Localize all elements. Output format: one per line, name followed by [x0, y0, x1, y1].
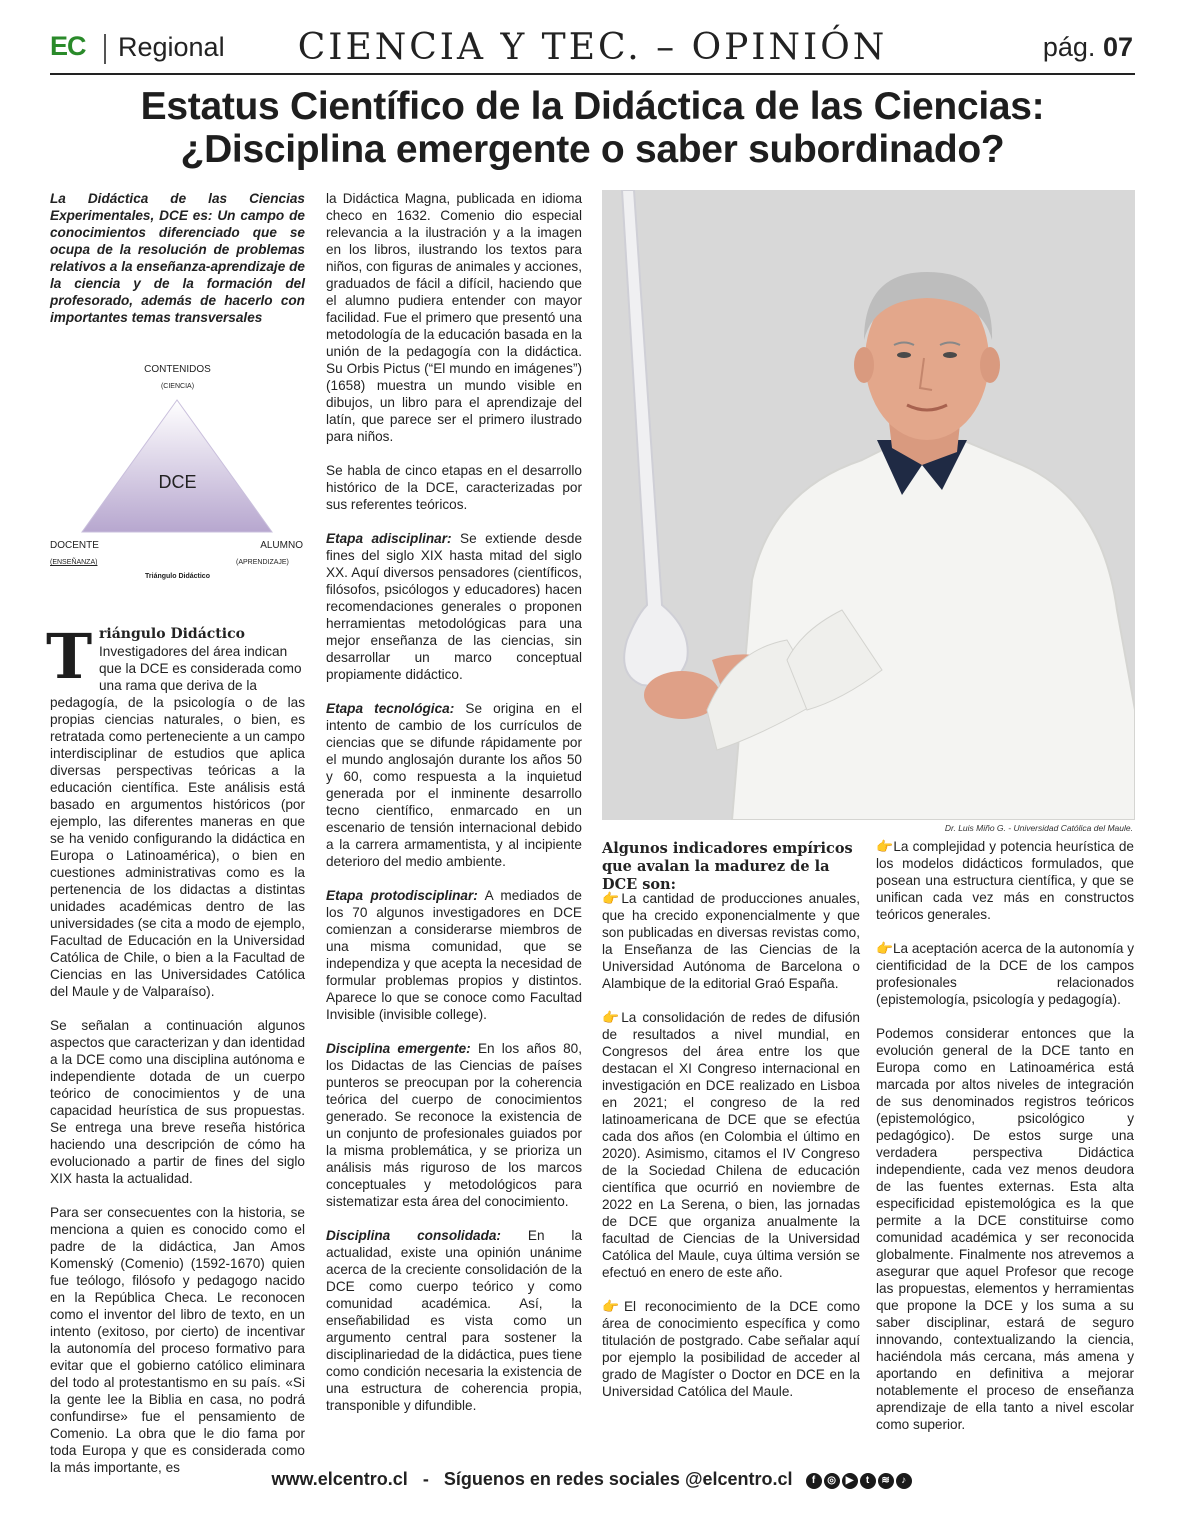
- stage-protodisciplinar-text: A mediados de los 70 algunos investigadores en DCE comienzan a considerarse miembros de una misma comunidad, que se independiza y que acepta la necesidad de formular problemas propios y distintos. Aparece lo que se conoce como Facultad Invisible (invisible college).: [326, 888, 582, 1022]
- page-prefix: pág.: [1042, 32, 1096, 62]
- col4-body: [876, 838, 1134, 1433]
- footer-separator: -: [422, 1469, 429, 1489]
- indicator-2: [602, 1009, 860, 1281]
- stage-consolidada: [326, 1227, 582, 1414]
- page-number: [1043, 32, 1133, 63]
- subhead-triangulo: riángulo Didáctico: [99, 626, 245, 642]
- closing-paragraph: Podemos considerar entonces que la evolución general de la DCE tanto en Europa como en Latinoamérica está marcada por altos niveles de integración de sus denominados registros teóricos (epistemológico, psicológico y pedagógico). De estos surge una verdadera perspectiva Didáctica independiente, cada vez menos deudora de las fuentes externas. Esta alta especificidad epistemológica es la que permite a la DCE constituirse como comunidad académica y ser reconocida globalmente. Finalmente nos atrevemos a asegurar que aquel Profesor que recoge las propuestas, elementos y herramientas que propone la DCE y los suma a su saber disciplinar, estará de seguro innovando, contextualizando la ciencia, haciéndola más cercana, más amena y aportando en definitiva a mejorar notablemente el proceso de enseñanza aprendizaje de ella tanto a nivel escolar como superior.: [876, 1026, 1134, 1432]
- triangle-center-label: DCE: [158, 472, 197, 492]
- pointing-hand-icon: 👉: [602, 1010, 622, 1025]
- footer-url[interactable]: www.elcentro.cl: [271, 1469, 408, 1489]
- page-number-value: 07: [1102, 32, 1133, 62]
- indicator-3: [602, 1298, 860, 1400]
- dropcap: T: [46, 620, 93, 693]
- header-rule: [50, 73, 1135, 75]
- stage-consolidada-lead: Disciplina consolidada:: [326, 1228, 501, 1243]
- facebook-icon[interactable]: f: [806, 1473, 822, 1489]
- triangle-right-label: ALUMNO: [260, 540, 303, 551]
- intro-paragraph: La Didáctica de las Ciencias Experimentales, DCE es: Un campo de conocimientos diferenciado que se ocupa de la resolución de problemas relativos a la enseñanza-aprendizaje de la ciencia y de la formación del profesorado, además de hacerlo con importantes temas transversales: [50, 191, 305, 325]
- col1-indented: [99, 643, 305, 694]
- spotify-icon[interactable]: ≋: [878, 1473, 894, 1489]
- stage-emergente: [326, 1040, 582, 1210]
- footer-follow: Síguenos en redes sociales @elcentro.cl: [443, 1469, 793, 1489]
- triangle-left-label: DOCENTE: [50, 540, 99, 551]
- col1-line-b: que la DCE es considerada como: [99, 661, 302, 676]
- portrait-illustration: [602, 190, 1135, 820]
- pointing-hand-icon: 👉: [876, 941, 893, 956]
- pointing-hand-icon: 👉: [602, 1299, 624, 1314]
- youtube-icon[interactable]: ▶: [842, 1473, 858, 1489]
- headline-line-1: Estatus Científico de la Didáctica de las Ciencias:: [140, 85, 1045, 128]
- stage-adisciplinar: [326, 530, 582, 683]
- footer: [0, 1469, 1185, 1491]
- col2-paragraph-2: Se habla de cinco etapas en el desarrollo histórico de la DCE, caracterizadas por sus referentes teóricos.: [326, 463, 582, 512]
- stage-tecnologica-text: Se origina en el intento de cambio de los currículos de ciencias que se difunde rápidamente por el mundo anglosajón durante los años 50 y 60, como respuesta a la inquietud generada por el inminente desarrollo tecno científico, enmarcado en un escenario de tensión internacional debido a la carrera armamentista, y al incipiente deterioro del medio ambiente.: [326, 701, 583, 869]
- stage-adisciplinar-lead: Etapa adisciplinar:: [326, 531, 452, 546]
- col3-body: [602, 890, 860, 1400]
- stage-adisciplinar-text: Se extiende desde fines del siglo XIX hasta mitad del siglo XX. Aquí diversos pensadores (científicos, filósofos, psicólogos y educadores) hacen recomendaciones generales o proponen herramientas metodológicas para una mejor enseñanza de las ciencias, sin desarrollar un marco conceptual propiamente didáctico.: [326, 531, 583, 682]
- author-photo: [602, 190, 1135, 820]
- col1-body: [50, 694, 305, 1476]
- col2-body: [326, 190, 582, 1414]
- stage-protodisciplinar: [326, 887, 582, 1023]
- col2-paragraph-1: la Didáctica Magna, publicada en idioma checo en 1632. Comenio dio especial relevancia a la ilustración y a la imagen en los libros, ilustrando los textos para niños, con figuras de animales y acciones, graduados de fácil a difícil, haciendo que el alumno pudiera entender con mayor facilidad. Fue el primero que presentó una metodología de la educación basada en la unión de la pedagogía con la didáctica. Su Orbis Pictus (“El mundo en imágenes”) (1658) muestra un mundo visible en dibujos, un libro para el aprendizaje del latín, que parece ser el primero ilustrado para niños.: [326, 191, 582, 444]
- col1-line-c: una rama que deriva de la: [99, 678, 257, 693]
- social-icons: [806, 1470, 914, 1491]
- indicator-5-text: La aceptación acerca de la autonomía y cientificidad de la DCE de los campos profesionales relacionados (epistemología, psicología y pedagogía).: [876, 941, 1135, 1007]
- headline: [40, 86, 1145, 172]
- triangle-top-label: CONTENIDOS: [144, 364, 211, 375]
- indicator-4-text: La complejidad y potencia heurística de los modelos didácticos formulados, que posean una estructura científica, y que se unifican cada vez más en constructos teóricos generales.: [876, 839, 1134, 922]
- stage-protodisciplinar-lead: Etapa protodisciplinar:: [326, 888, 478, 903]
- triangle-left-sub: (ENSEÑANZA): [50, 559, 98, 566]
- col1-paragraph-2: Se señalan a continuación algunos aspectos que caracterizan y dan identidad a la DCE como una disciplina autónoma e independiente dotada de un cuerpo teórico de conocimientos y de una capacidad heurística de sus propuestas. Se entrega una breve reseña histórica haciendo una descripción de cómo ha evolucionado a partir de fines del siglo XIX hasta la actualidad.: [50, 1018, 305, 1186]
- stage-tecnologica-lead: Etapa tecnológica:: [326, 701, 455, 716]
- indicator-4: [876, 838, 1134, 923]
- indicators-title: Algunos indicadores empíricos que avalan la madurez de la DCE son:: [602, 840, 853, 893]
- section-regional: Regional: [118, 32, 225, 62]
- pointing-hand-icon: 👉: [876, 839, 894, 854]
- headline-line-2: ¿Disciplina emergente o saber subordinado?: [180, 127, 1005, 171]
- stage-emergente-text: En los años 80, los Didactas de las Ciencias de países punteros se preocupan por la coherencia teórica del cuerpo de conocimientos generado. Se reconoce la existencia de un conjunto de profesionales guiados por la misma problemática, y se prioriza un análisis más riguroso de los marcos conceptuales y metodológicos para sistematizar esta área del conocimiento.: [326, 1041, 582, 1209]
- stage-tecnologica: [326, 700, 582, 870]
- tiktok-icon[interactable]: ♪: [896, 1473, 912, 1489]
- instagram-icon[interactable]: ◎: [824, 1473, 840, 1489]
- didactic-triangle-figure: [50, 360, 305, 585]
- logo[interactable]: EC: [50, 31, 86, 61]
- indicator-1-text: La cantidad de producciones anuales, que ha crecido exponencialmente y que son publicadas en diversas revistas como, la Enseñanza de las Ciencias de la Universidad Autónoma de Barcelona o Alambique de la editorial Graó España.: [602, 891, 860, 991]
- col1-paragraph-3: Para ser consecuentes con la historia, se menciona a quien es conocido como el padre de la didáctica, Jan Amos Komenský (Comenio) (1592-1670) quien fue teólogo, filósofo y pedagogo nacido en la República Checa. Le reconocen como el inventor del libro de texto, en un intento (exitoso, por cierto) de incentivar la autonomía del proceso formativo para evitar que el gobierno católico eliminara del todo al protestantismo en su país. «Si la gente lee la Biblia en casa, no podrá confundirse» fue el pensamiento de Comenio. La obra que le dio fama por toda Europa y que es considerada como la más importante, es: [50, 1205, 305, 1475]
- indicator-5: [876, 940, 1134, 1008]
- indicator-3-text: El reconocimiento de la DCE como área de conocimiento específica y como titulación de postgrado. Cabe señalar aquí por ejemplo la posibilidad de acceder al grado de Magíster o Doctor en DCE en la Universidad Católica del Maule.: [602, 1299, 861, 1399]
- triangle-top-sub: (CIENCIA): [160, 383, 195, 390]
- stage-emergente-lead: Disciplina emergente:: [326, 1041, 471, 1056]
- indicator-1: [602, 890, 860, 992]
- pointing-hand-icon: 👉: [602, 891, 622, 906]
- photo-caption: Dr. Luis Miño G. - Universidad Católica del Maule.: [944, 823, 1133, 833]
- triangle-right-sub: (APRENDIZAJE): [236, 559, 289, 566]
- twitter-icon[interactable]: t: [860, 1473, 876, 1489]
- col1-line-a: Investigadores del área indican: [99, 644, 288, 659]
- section-title: CIENCIA Y TEC. – OPINIÓN: [297, 27, 888, 68]
- indicator-2-text: La consolidación de redes de difusión de resultados a nivel mundial, en Congresos del área entre los que destacan el XI Congreso internacional en investigación en DCE realizado en Lisboa en 2021; el congreso de la red latinoamericana de DCE que se efectúa cada dos años (en Colombia el último en 2020). Asimismo, citamos el IV Congreso de la Sociedad Chilena de educación científica que ocurrió en noviembre de 2022 en La Serena, o bien, las jornadas de DCE que organiza anualmente la facultad de Ciencias de la Universidad Católica del Maule, cuya última versión se efectuó en enero de este año.: [602, 1010, 860, 1280]
- triangle-shape: [82, 400, 272, 532]
- stage-consolidada-text: En la actualidad, existe una opinión unánime acerca de la creciente consolidación de la DCE como cuerpo teórico y como comunidad académica. Así, la enseñabilidad es vista como un argumento central para sostener la disciplinariedad de la didáctica, pues tiene como condición necesaria la existencia de una estructura de coherencia propia, transponible y difundible.: [326, 1228, 583, 1413]
- col1-paragraph-1: pedagogía, de la psicología o de las propias ciencias naturales, o bien, es retratada como perteneciente a un campo interdisciplinar de estudios que aplica diversas perspectivas teóricas a la educación científica. Este análisis está basado en argumentos históricos (por ejemplo, las diferentes maneras en que se ha venido configurando la didáctica en Europa o Latinoamérica), o bien en cuestiones administrativas como es la pertenencia de los didactas a distintas unidades académicas dentro de las universidades (se cita a modo de ejemplo, Facultad de Educación en la Universidad Católica de Chile, o bien a la Facultad de Ciencias en las Universidades Católica del Maule y de Valparaíso).: [50, 695, 305, 999]
- triangle-caption: Triángulo Didáctico: [145, 573, 210, 580]
